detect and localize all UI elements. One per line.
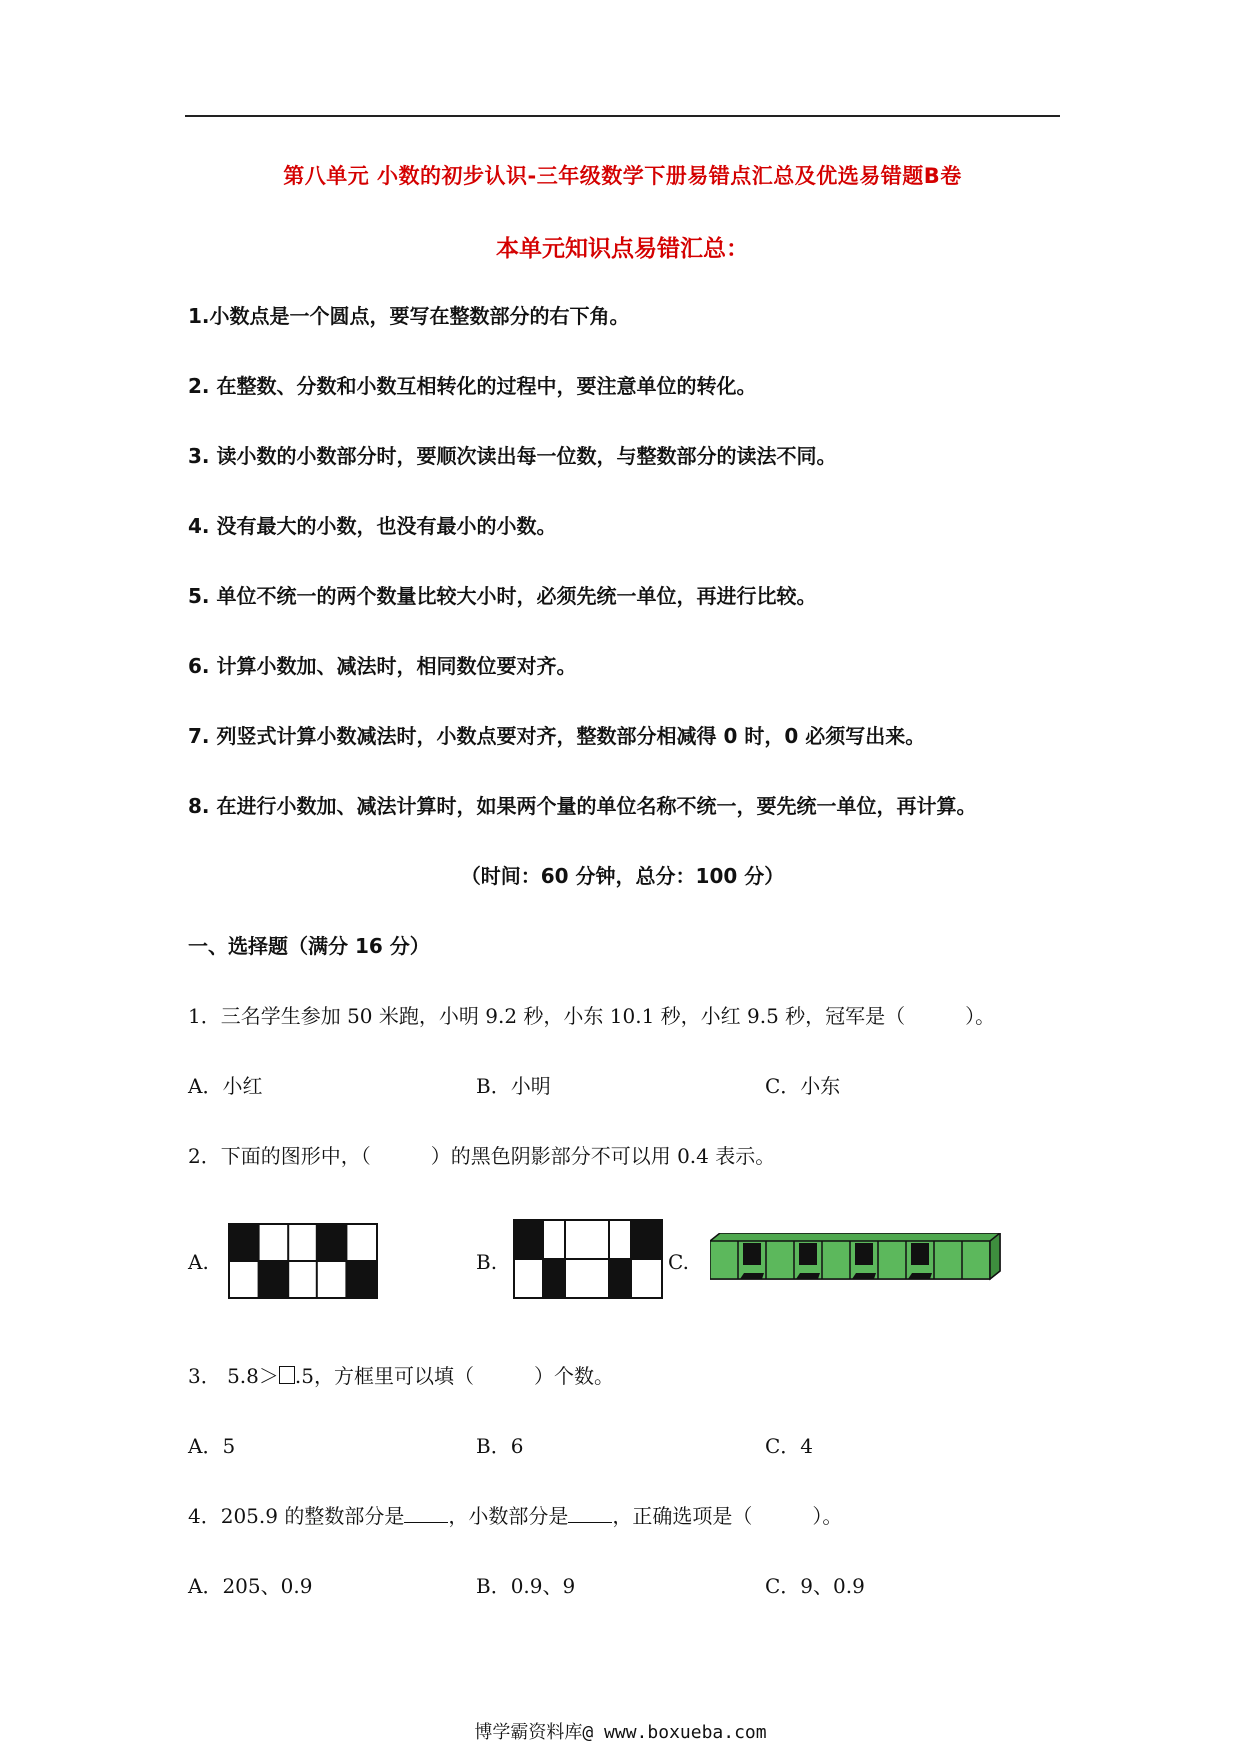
q1-option-c[interactable]: C．小东 [765, 1074, 841, 1098]
point-4: 4. 没有最大的小数，也没有最小的小数。 [188, 514, 557, 538]
point-3: 3. 读小数的小数部分时，要顺次读出每一位数，与整数部分的读法不同。 [188, 444, 837, 468]
q3-option-b[interactable]: B．6 [476, 1434, 524, 1458]
question-4-stem: 4．205.9 的整数部分是 ，小数部分是 ，正确选项是（ ）。 [188, 1504, 843, 1528]
q3-option-c[interactable]: C．4 [765, 1434, 814, 1458]
q4-option-c[interactable]: C．9、0.9 [765, 1574, 865, 1598]
time-info: （时间：60 分钟，总分：100 分） [460, 864, 785, 888]
point-8: 8. 在进行小数加、减法计算时，如果两个量的单位名称不统一，要先统一单位，再计算。 [188, 794, 977, 818]
q2-option-b[interactable]: B. [476, 1250, 498, 1274]
section-subtitle: 本单元知识点易错汇总： [496, 236, 749, 262]
blank-integer-part [404, 1504, 448, 1523]
question-1-stem: 1．三名学生参加 50 米跑，小明 9.2 秒，小东 10.1 秒，小红 9.5 秒，冠军是（ ）。 [188, 1004, 996, 1028]
blank-decimal-part [568, 1504, 612, 1523]
q2-option-a[interactable]: A. [188, 1250, 209, 1274]
figure-a-grid [228, 1223, 378, 1299]
question-2-stem: 2．下面的图形中，（ ）的黑色阴影部分不可以用 0.4 表示。 [188, 1144, 776, 1168]
point-1: 1.小数点是一个圆点，要写在整数部分的右下角。 [188, 304, 630, 328]
question-3-stem: 3． 5.8＞ .5，方框里可以填（ ）个数。 [188, 1364, 614, 1388]
q4-option-a[interactable]: A．205、0.9 [188, 1574, 313, 1598]
q1-option-a[interactable]: A．小红 [188, 1074, 263, 1098]
point-2: 2. 在整数、分数和小数互相转化的过程中，要注意单位的转化。 [188, 374, 757, 398]
q1-option-b[interactable]: B．小明 [476, 1074, 551, 1098]
page-title: 第八单元 小数的初步认识-三年级数学下册易错点汇总及优选易错题B卷 [283, 164, 962, 188]
q3-option-a[interactable]: A．5 [188, 1434, 236, 1458]
footer-watermark: 博学霸资料库@ www.boxueba.com [474, 1722, 767, 1743]
point-5: 5. 单位不统一的两个数量比较大小时，必须先统一单位，再进行比较。 [188, 584, 817, 608]
answer-box [279, 1366, 295, 1384]
section-heading: 一、选择题（满分 16 分） [188, 934, 430, 958]
figure-b-grid [513, 1219, 663, 1299]
figure-c-cube-strip [710, 1233, 1010, 1289]
point-7: 7. 列竖式计算小数减法时，小数点要对齐，整数部分相减得 0 时，0 必须写出来。 [188, 724, 926, 748]
header-rule [185, 115, 1060, 117]
point-6: 6. 计算小数加、减法时，相同数位要对齐。 [188, 654, 577, 678]
q4-option-b[interactable]: B．0.9、9 [476, 1574, 576, 1598]
q2-option-c[interactable]: C. [668, 1250, 689, 1274]
